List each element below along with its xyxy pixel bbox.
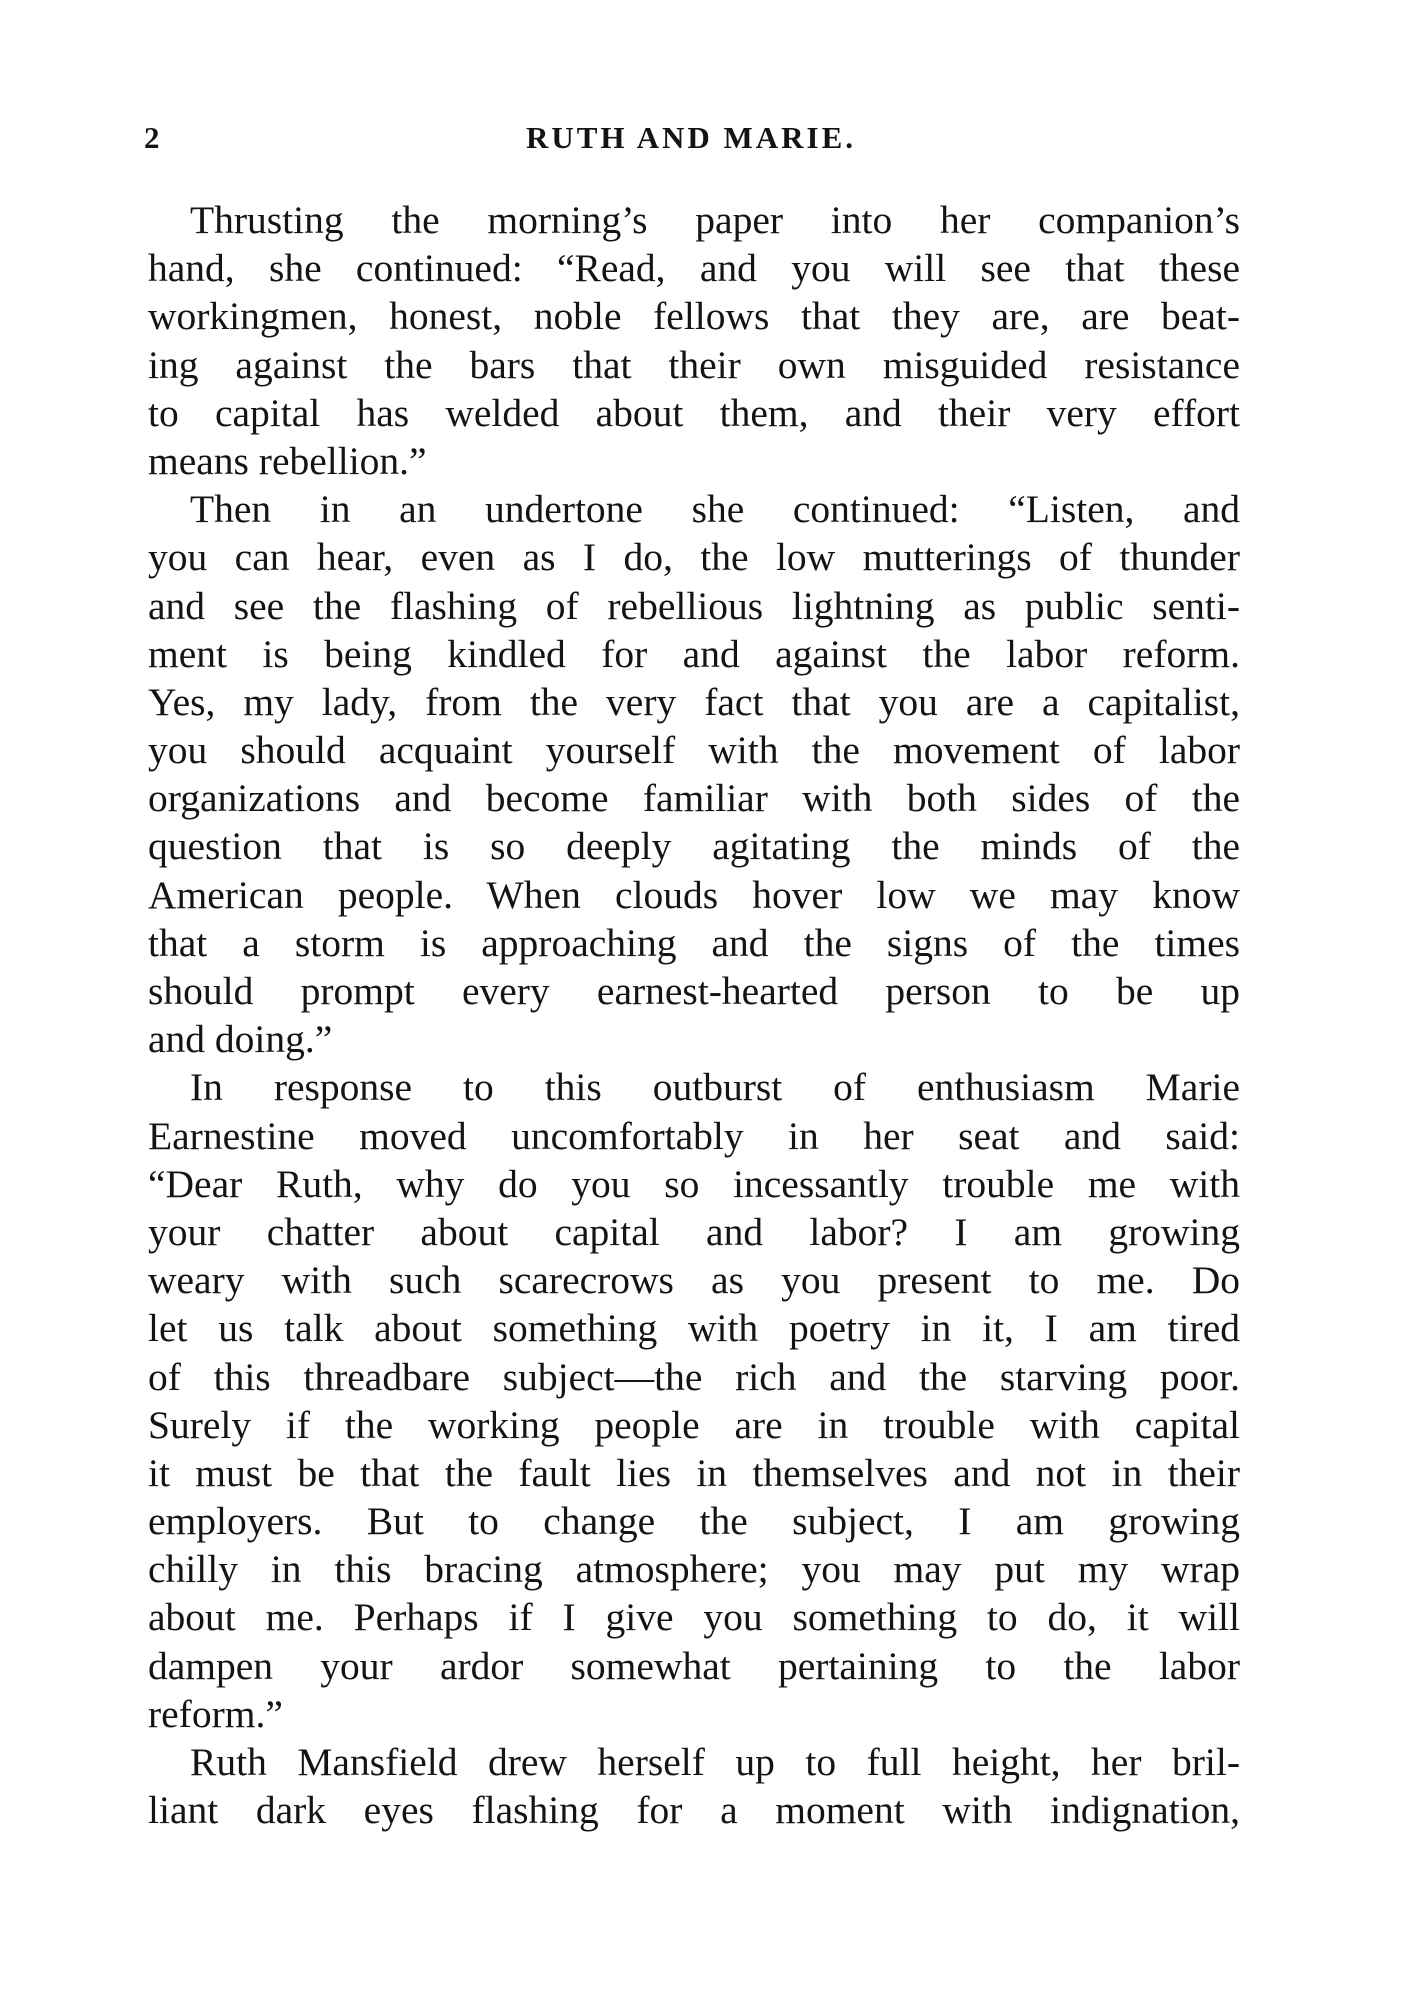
text-line: Then in an undertone she continued: “Listen, and [190,487,1240,532]
text-line: In response to this outburst of enthusiasm Marie [190,1065,1240,1110]
text-line: question that is so deeply agitating the minds of the [148,824,1240,869]
text-line: it must be that the fault lies in themselves and not in their [148,1450,1240,1495]
text-line: American people. When clouds hover low we may know [148,872,1240,917]
text-line: that a storm is approaching and the signs of the times [148,920,1240,965]
text-line: you should acquaint yourself with the movement of labor [148,728,1240,773]
text-line: organizations and become familiar with both sides of the [148,776,1240,821]
text-line: workingmen, honest, noble fellows that they are, are beat- [148,294,1240,339]
text-line: weary with such scarecrows as you present to me. Do [148,1258,1240,1303]
running-head [144,120,1238,164]
text-line: your chatter about capital and labor? I am growing [148,1209,1240,1254]
text-line: let us talk about something with poetry in it, I am tired [148,1306,1240,1351]
text-line: about me. Perhaps if I give you something to do, it will [148,1595,1240,1640]
paragraph-2 [148,485,1240,1063]
text-line: means rebellion.” [148,438,427,483]
paragraph-3 [148,1063,1240,1738]
text-line: of this threadbare subject—the rich and the starving poor. [148,1354,1240,1399]
text-line: you can hear, even as I do, the low mutterings of thunder [148,535,1240,580]
text-line: Surely if the working people are in trouble with capital [148,1402,1240,1447]
body-text [148,196,1240,1834]
text-line: and see the flashing of rebellious lightning as public senti- [148,583,1240,628]
text-line: “Dear Ruth, why do you so incessantly trouble me with [148,1161,1240,1206]
text-line: Thrusting the morning’s paper into her companion’s [190,198,1240,242]
text-line: liant dark eyes flashing for a moment with indignation, [148,1788,1240,1833]
text-line: ment is being kindled for and against the labor reform. [148,631,1240,676]
page-number: 2 [144,120,161,155]
text-line: employers. But to change the subject, I am growing [148,1499,1240,1544]
text-line: reform.” [148,1691,283,1736]
text-line: Yes, my lady, from the very fact that you are a capitalist, [148,679,1240,724]
text-line: and doing.” [148,1017,333,1062]
text-line: dampen your ardor somewhat pertaining to the labor [148,1643,1240,1688]
text-line: to capital has welded about them, and their very effort [148,390,1240,435]
text-line: Earnestine moved uncomfortably in her seat and said: [148,1113,1240,1158]
paragraph-1 [148,196,1240,485]
paragraph-4 [148,1738,1240,1834]
text-line: hand, she continued: “Read, and you will see that these [148,246,1240,291]
running-title: RUTH AND MARIE. [525,120,857,155]
text-line: Ruth Mansfield drew herself up to full height, her bril- [190,1740,1240,1784]
text-line: ing against the bars that their own misguided resistance [148,342,1240,387]
text-line: chilly in this bracing atmosphere; you may put my wrap [148,1547,1240,1592]
text-line: should prompt every earnest-hearted person to be up [148,969,1240,1013]
